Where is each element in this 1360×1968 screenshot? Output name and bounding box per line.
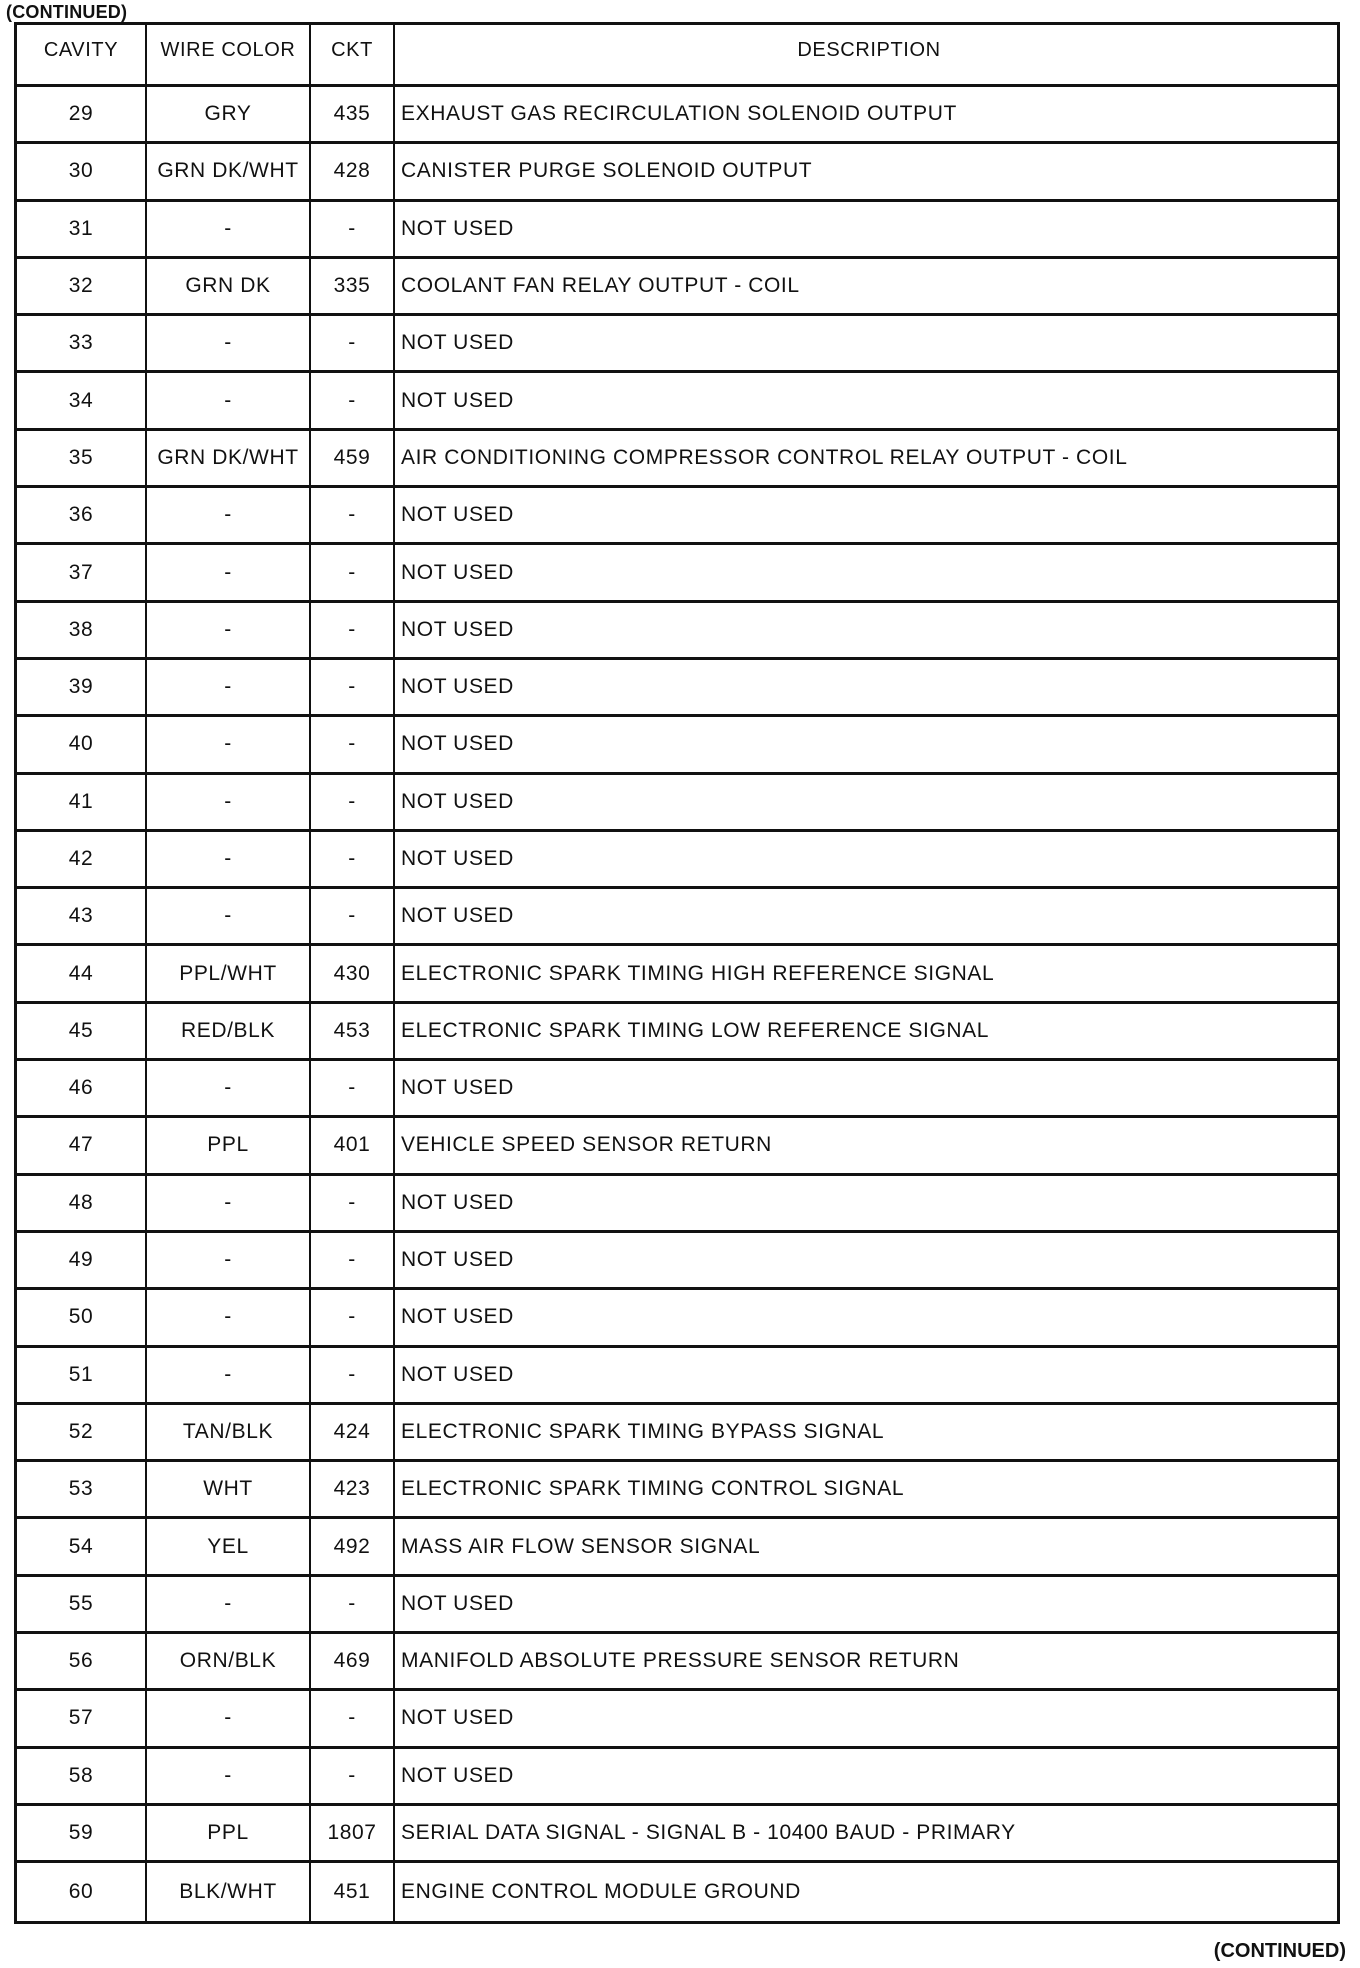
wire-color-cell: - bbox=[147, 1691, 311, 1745]
cavity-cell: 57 bbox=[17, 1691, 147, 1745]
table-row bbox=[17, 1691, 1337, 1748]
wire-color-cell: GRN DK/WHT bbox=[147, 431, 311, 485]
ckt-cell: - bbox=[311, 603, 395, 657]
table-row bbox=[17, 431, 1337, 488]
table-row bbox=[17, 832, 1337, 889]
description-cell: NOT USED bbox=[401, 216, 514, 240]
wire-color-cell: - bbox=[147, 1749, 311, 1803]
description-cell: NOT USED bbox=[401, 1591, 514, 1615]
description-cell: NOT USED bbox=[401, 560, 514, 584]
description-cell: NOT USED bbox=[401, 503, 514, 527]
wire-color-cell: BLK/WHT bbox=[147, 1863, 311, 1920]
description-cell: CANISTER PURGE SOLENOID OUTPUT bbox=[401, 159, 813, 183]
ckt-cell: - bbox=[311, 717, 395, 771]
ckt-cell: - bbox=[311, 832, 395, 886]
table-row bbox=[17, 1863, 1337, 1920]
wire-color-cell: - bbox=[147, 717, 311, 771]
ckt-cell: - bbox=[311, 1577, 395, 1631]
cavity-cell: 36 bbox=[17, 488, 147, 542]
table-row bbox=[17, 717, 1337, 774]
cavity-cell: 54 bbox=[17, 1519, 147, 1573]
cavity-cell: 60 bbox=[17, 1863, 147, 1920]
table-row bbox=[17, 545, 1337, 602]
wire-color-cell: PPL bbox=[147, 1118, 311, 1172]
cavity-cell: 46 bbox=[17, 1061, 147, 1115]
table-row bbox=[17, 202, 1337, 259]
cavity-cell: 31 bbox=[17, 202, 147, 256]
wire-color-cell: - bbox=[147, 603, 311, 657]
description-cell: NOT USED bbox=[401, 847, 514, 870]
description-cell: NOT USED bbox=[401, 1706, 514, 1730]
table-row bbox=[17, 775, 1337, 832]
description-cell: AIR CONDITIONING COMPRESSOR CONTROL RELAY OUTPUT - COIL bbox=[401, 445, 1128, 469]
ckt-cell: - bbox=[311, 1348, 395, 1402]
cavity-cell: 44 bbox=[17, 946, 147, 1000]
wire-color-cell: - bbox=[147, 1290, 311, 1344]
cavity-cell: 37 bbox=[17, 545, 147, 599]
ckt-cell: 424 bbox=[311, 1405, 395, 1459]
wire-color-cell: - bbox=[147, 1176, 311, 1230]
cavity-cell: 40 bbox=[17, 717, 147, 771]
table-row bbox=[17, 946, 1337, 1003]
cavity-cell: 38 bbox=[17, 603, 147, 657]
ckt-cell: 459 bbox=[311, 431, 395, 485]
wire-color-cell: PPL bbox=[147, 1806, 311, 1860]
cavity-cell: 43 bbox=[17, 889, 147, 943]
continued-label-bottom: (CONTINUED) bbox=[1213, 1940, 1346, 1962]
ckt-cell: - bbox=[311, 889, 395, 943]
table-body bbox=[17, 87, 1337, 1921]
description-cell: ENGINE CONTROL MODULE GROUND bbox=[401, 1879, 801, 1903]
ckt-cell: - bbox=[311, 1749, 395, 1803]
ckt-cell: - bbox=[311, 1061, 395, 1115]
header-ckt: CKT bbox=[311, 25, 395, 84]
description-cell: NOT USED bbox=[401, 1076, 514, 1100]
description-cell: NOT USED bbox=[401, 1362, 514, 1386]
wire-color-cell: GRN DK bbox=[147, 259, 311, 313]
cavity-cell: 42 bbox=[17, 832, 147, 886]
wire-color-cell: - bbox=[147, 316, 311, 370]
cavity-cell: 51 bbox=[17, 1348, 147, 1402]
description-cell: NOT USED bbox=[401, 388, 514, 412]
cavity-cell: 39 bbox=[17, 660, 147, 714]
cavity-cell: 58 bbox=[17, 1749, 147, 1803]
description-cell: NOT USED bbox=[401, 675, 514, 699]
description-cell: SERIAL DATA SIGNAL - SIGNAL B - 10400 BAUD - PRIMARY bbox=[401, 1821, 1016, 1845]
ckt-cell: - bbox=[311, 488, 395, 542]
ckt-cell: 428 bbox=[311, 144, 395, 198]
description-cell: ELECTRONIC SPARK TIMING LOW REFERENCE SIGNAL bbox=[401, 1018, 990, 1042]
wire-color-cell: - bbox=[147, 545, 311, 599]
table-row bbox=[17, 488, 1337, 545]
table-row bbox=[17, 373, 1337, 430]
ckt-cell: 401 bbox=[311, 1118, 395, 1172]
wire-color-cell: - bbox=[147, 202, 311, 256]
cavity-cell: 41 bbox=[17, 775, 147, 829]
cavity-cell: 33 bbox=[17, 316, 147, 370]
cavity-cell: 53 bbox=[17, 1462, 147, 1516]
table-row bbox=[17, 889, 1337, 946]
cavity-cell: 56 bbox=[17, 1634, 147, 1688]
wire-color-cell: TAN/BLK bbox=[147, 1405, 311, 1459]
ckt-cell: - bbox=[311, 1290, 395, 1344]
ckt-cell: 423 bbox=[311, 1462, 395, 1516]
table-row bbox=[17, 660, 1337, 717]
description-cell: NOT USED bbox=[401, 732, 514, 756]
description-cell: ELECTRONIC SPARK TIMING CONTROL SIGNAL bbox=[401, 1477, 905, 1501]
ckt-cell: - bbox=[311, 202, 395, 256]
table-row bbox=[17, 316, 1337, 373]
wire-color-cell: PPL/WHT bbox=[147, 946, 311, 1000]
table-row bbox=[17, 1290, 1337, 1347]
description-cell: EXHAUST GAS RECIRCULATION SOLENOID OUTPUT bbox=[401, 102, 957, 126]
wire-color-cell: RED/BLK bbox=[147, 1004, 311, 1058]
wire-color-cell: - bbox=[147, 1348, 311, 1402]
ckt-cell: - bbox=[311, 545, 395, 599]
wire-color-cell: WHT bbox=[147, 1462, 311, 1516]
table-row bbox=[17, 1749, 1337, 1806]
wire-color-cell: - bbox=[147, 775, 311, 829]
description-cell: NOT USED bbox=[401, 904, 514, 928]
ckt-cell: 335 bbox=[311, 259, 395, 313]
cavity-cell: 49 bbox=[17, 1233, 147, 1287]
wire-color-cell: - bbox=[147, 1577, 311, 1631]
description-cell: COOLANT FAN RELAY OUTPUT - COIL bbox=[401, 274, 800, 298]
wire-color-cell: GRN DK/WHT bbox=[147, 144, 311, 198]
ckt-cell: 1807 bbox=[311, 1806, 395, 1860]
table-row bbox=[17, 1233, 1337, 1290]
ckt-cell: 492 bbox=[311, 1519, 395, 1573]
table-row bbox=[17, 1118, 1337, 1175]
connector-pinout-table bbox=[14, 22, 1340, 1924]
continued-label-top: (CONTINUED) bbox=[6, 2, 128, 22]
table-header-row bbox=[17, 25, 1337, 87]
ckt-cell: - bbox=[311, 316, 395, 370]
wire-color-cell: - bbox=[147, 1061, 311, 1115]
wire-color-cell: - bbox=[147, 832, 311, 886]
description-cell: NOT USED bbox=[401, 1305, 514, 1329]
table-row bbox=[17, 1519, 1337, 1576]
table-row bbox=[17, 603, 1337, 660]
table-row bbox=[17, 1061, 1337, 1118]
ckt-cell: - bbox=[311, 1691, 395, 1745]
description-cell: NOT USED bbox=[401, 1190, 514, 1214]
cavity-cell: 50 bbox=[17, 1290, 147, 1344]
wire-color-cell: - bbox=[147, 373, 311, 427]
wire-color-cell: - bbox=[147, 889, 311, 943]
ckt-cell: - bbox=[311, 1233, 395, 1287]
description-cell: ELECTRONIC SPARK TIMING HIGH REFERENCE SIGNAL bbox=[401, 961, 995, 985]
cavity-cell: 35 bbox=[17, 431, 147, 485]
cavity-cell: 59 bbox=[17, 1806, 147, 1860]
table-row bbox=[17, 1634, 1337, 1691]
ckt-cell: 453 bbox=[311, 1004, 395, 1058]
header-description: DESCRIPTION bbox=[797, 39, 941, 61]
cavity-cell: 47 bbox=[17, 1118, 147, 1172]
header-wire-color: WIRE COLOR bbox=[147, 25, 311, 84]
description-cell: NOT USED bbox=[401, 789, 514, 813]
header-cavity: CAVITY bbox=[17, 25, 147, 84]
wire-color-cell: - bbox=[147, 488, 311, 542]
description-cell: MANIFOLD ABSOLUTE PRESSURE SENSOR RETURN bbox=[401, 1649, 960, 1673]
ckt-cell: - bbox=[311, 660, 395, 714]
table-row bbox=[17, 1405, 1337, 1462]
table-row bbox=[17, 1004, 1337, 1061]
cavity-cell: 52 bbox=[17, 1405, 147, 1459]
wire-color-cell: - bbox=[147, 660, 311, 714]
description-cell: ELECTRONIC SPARK TIMING BYPASS SIGNAL bbox=[401, 1419, 885, 1443]
description-cell: NOT USED bbox=[401, 1248, 514, 1272]
table-row bbox=[17, 87, 1337, 144]
wire-color-cell: GRY bbox=[147, 87, 311, 141]
table-row bbox=[17, 259, 1337, 316]
description-cell: VEHICLE SPEED SENSOR RETURN bbox=[401, 1133, 772, 1157]
cavity-cell: 45 bbox=[17, 1004, 147, 1058]
description-cell: MASS AIR FLOW SENSOR SIGNAL bbox=[401, 1534, 761, 1558]
cavity-cell: 48 bbox=[17, 1176, 147, 1230]
description-cell: NOT USED bbox=[401, 331, 514, 355]
ckt-cell: 469 bbox=[311, 1634, 395, 1688]
wire-color-cell: ORN/BLK bbox=[147, 1634, 311, 1688]
cavity-cell: 34 bbox=[17, 373, 147, 427]
ckt-cell: - bbox=[311, 1176, 395, 1230]
table-row bbox=[17, 144, 1337, 201]
wire-color-cell: YEL bbox=[147, 1519, 311, 1573]
ckt-cell: 430 bbox=[311, 946, 395, 1000]
cavity-cell: 29 bbox=[17, 87, 147, 141]
ckt-cell: - bbox=[311, 775, 395, 829]
cavity-cell: 55 bbox=[17, 1577, 147, 1631]
table-row bbox=[17, 1577, 1337, 1634]
description-cell: NOT USED bbox=[401, 1763, 514, 1787]
table-row bbox=[17, 1176, 1337, 1233]
cavity-cell: 32 bbox=[17, 259, 147, 313]
table-row bbox=[17, 1462, 1337, 1519]
wire-color-cell: - bbox=[147, 1233, 311, 1287]
ckt-cell: 435 bbox=[311, 87, 395, 141]
ckt-cell: 451 bbox=[311, 1863, 395, 1920]
cavity-cell: 30 bbox=[17, 144, 147, 198]
table-row bbox=[17, 1348, 1337, 1405]
ckt-cell: - bbox=[311, 373, 395, 427]
description-cell: NOT USED bbox=[401, 617, 514, 641]
table-row bbox=[17, 1806, 1337, 1863]
